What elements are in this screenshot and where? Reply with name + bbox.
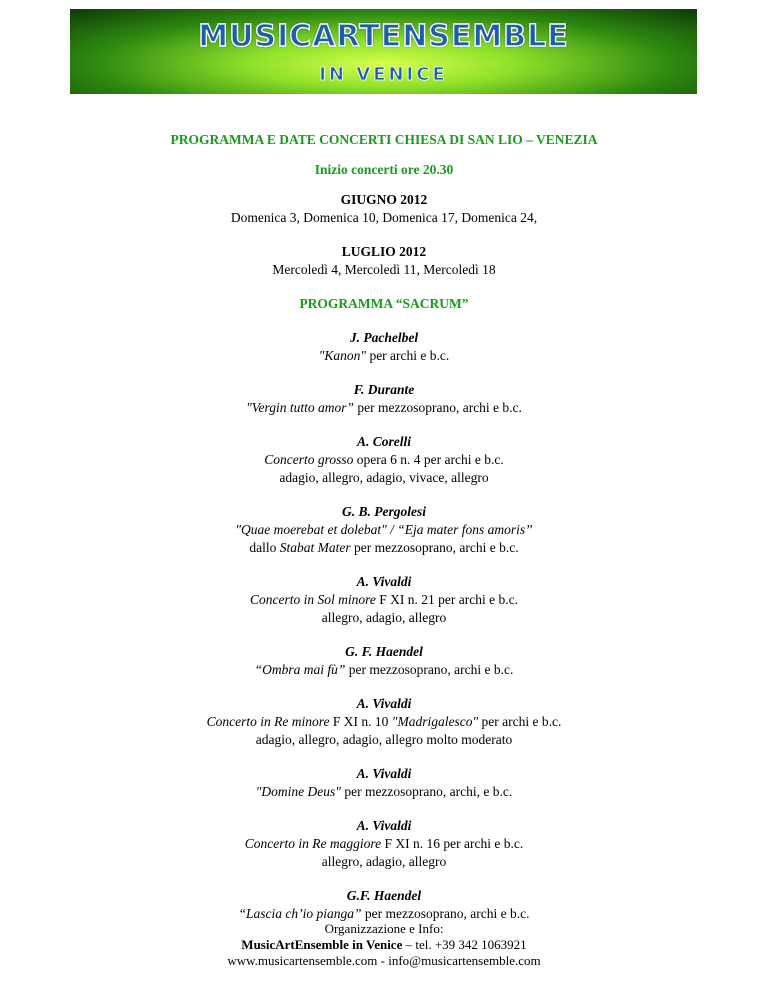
- piece-desc-mid: F XI n. 10: [329, 714, 392, 729]
- piece-line: [0, 399, 768, 417]
- piece-line: [0, 347, 768, 365]
- piece-desc: per mezzosoprano, archi e b.c.: [361, 906, 530, 921]
- piece-desc: opera 6 n. 4 per archi e b.c.: [353, 452, 504, 467]
- composer: A. Corelli: [356, 434, 411, 449]
- work-title: "Vergin tutto amor”: [246, 400, 354, 415]
- composer: G. B. Pergolesi: [342, 504, 426, 519]
- composer: F. Durante: [353, 382, 415, 397]
- composer: A. Vivaldi: [356, 574, 412, 589]
- page-title: PROGRAMMA E DATE CONCERTI CHIESA DI SAN LIO – VENEZIA: [170, 132, 598, 147]
- work-title: Concerto in Re minore: [206, 714, 330, 729]
- piece-desc: per archi e b.c.: [478, 714, 562, 729]
- piece-line: [0, 591, 768, 609]
- work-source: Stabat Mater: [279, 540, 351, 555]
- piece-line: [0, 783, 768, 801]
- piece-line: [0, 713, 768, 731]
- composer: A. Vivaldi: [356, 818, 412, 833]
- work-title: Concerto in Sol minore: [250, 592, 376, 607]
- movements: adagio, allegro, adagio, allegro molto moderato: [255, 732, 513, 747]
- movements: allegro, adagio, allegro: [321, 854, 447, 869]
- month-july: LUGLIO 2012: [341, 244, 427, 259]
- piece-desc: per mezzosoprano, archi, e b.c.: [340, 784, 513, 799]
- piece-line: [0, 539, 768, 557]
- work-title: "Kanon": [318, 348, 367, 363]
- piece-line: [0, 451, 768, 469]
- composer: G.F. Haendel: [346, 888, 422, 903]
- piece-desc: per mezzosoprano, archi e b.c.: [345, 662, 514, 677]
- movements: allegro, adagio, allegro: [321, 610, 447, 625]
- work-title: "Quae moerebat et dolebat" / “Eja mater fons amoris”: [235, 522, 533, 537]
- piece-desc: F XI n. 21 per archi e b.c.: [375, 592, 518, 607]
- month-june: GIUGNO 2012: [340, 192, 428, 207]
- work-subtitle: "Madrigalesco": [391, 714, 479, 729]
- banner-subtitle: IN VENICE: [319, 64, 448, 85]
- piece-desc: per archi e b.c.: [366, 348, 450, 363]
- piece-line: [0, 661, 768, 679]
- work-title: “Lascia ch’io pianga”: [238, 906, 362, 921]
- movements: adagio, allegro, adagio, vivace, allegro: [279, 470, 489, 485]
- work-title: “Ombra mai fù”: [254, 662, 346, 677]
- program-title: PROGRAMMA “SACRUM”: [299, 296, 469, 311]
- days-june: Domenica 3, Domenica 10, Domenica 17, Domenica 24,: [230, 210, 538, 225]
- work-title: Concerto in Re maggiore: [244, 836, 382, 851]
- footer: [0, 921, 768, 969]
- footer-org: MusicArtEnsemble in Venice: [241, 937, 403, 952]
- days-july: Mercoledì 4, Mercoledì 11, Mercoledì 18: [272, 262, 496, 277]
- work-title: Concerto grosso: [264, 452, 354, 467]
- work-title: "Domine Deus": [255, 784, 341, 799]
- footer-label: Organizzazione e Info:: [324, 921, 444, 936]
- piece-line: [0, 835, 768, 853]
- composer: A. Vivaldi: [356, 766, 412, 781]
- banner-title: MUSICARTENSEMBLE: [198, 19, 569, 54]
- piece-desc-pre: dallo: [249, 540, 280, 555]
- piece-desc: per mezzosoprano, archi e b.c.: [354, 400, 522, 415]
- footer-org-line: [0, 937, 768, 953]
- piece-desc: per mezzosoprano, archi e b.c.: [350, 540, 519, 555]
- start-time: Inizio concerti ore 20.30: [314, 162, 454, 177]
- composer: G. F. Haendel: [345, 644, 423, 659]
- document-body: [0, 131, 768, 923]
- footer-contacts: www.musicartensemble.com - info@musicartensemble.com: [227, 953, 541, 968]
- header-banner: [70, 9, 697, 94]
- footer-tel: – tel. +39 342 1063921: [402, 937, 527, 952]
- composer: A. Vivaldi: [356, 696, 412, 711]
- piece-desc: F XI n. 16 per archi e b.c.: [381, 836, 524, 851]
- composer: J. Pachelbel: [349, 330, 419, 345]
